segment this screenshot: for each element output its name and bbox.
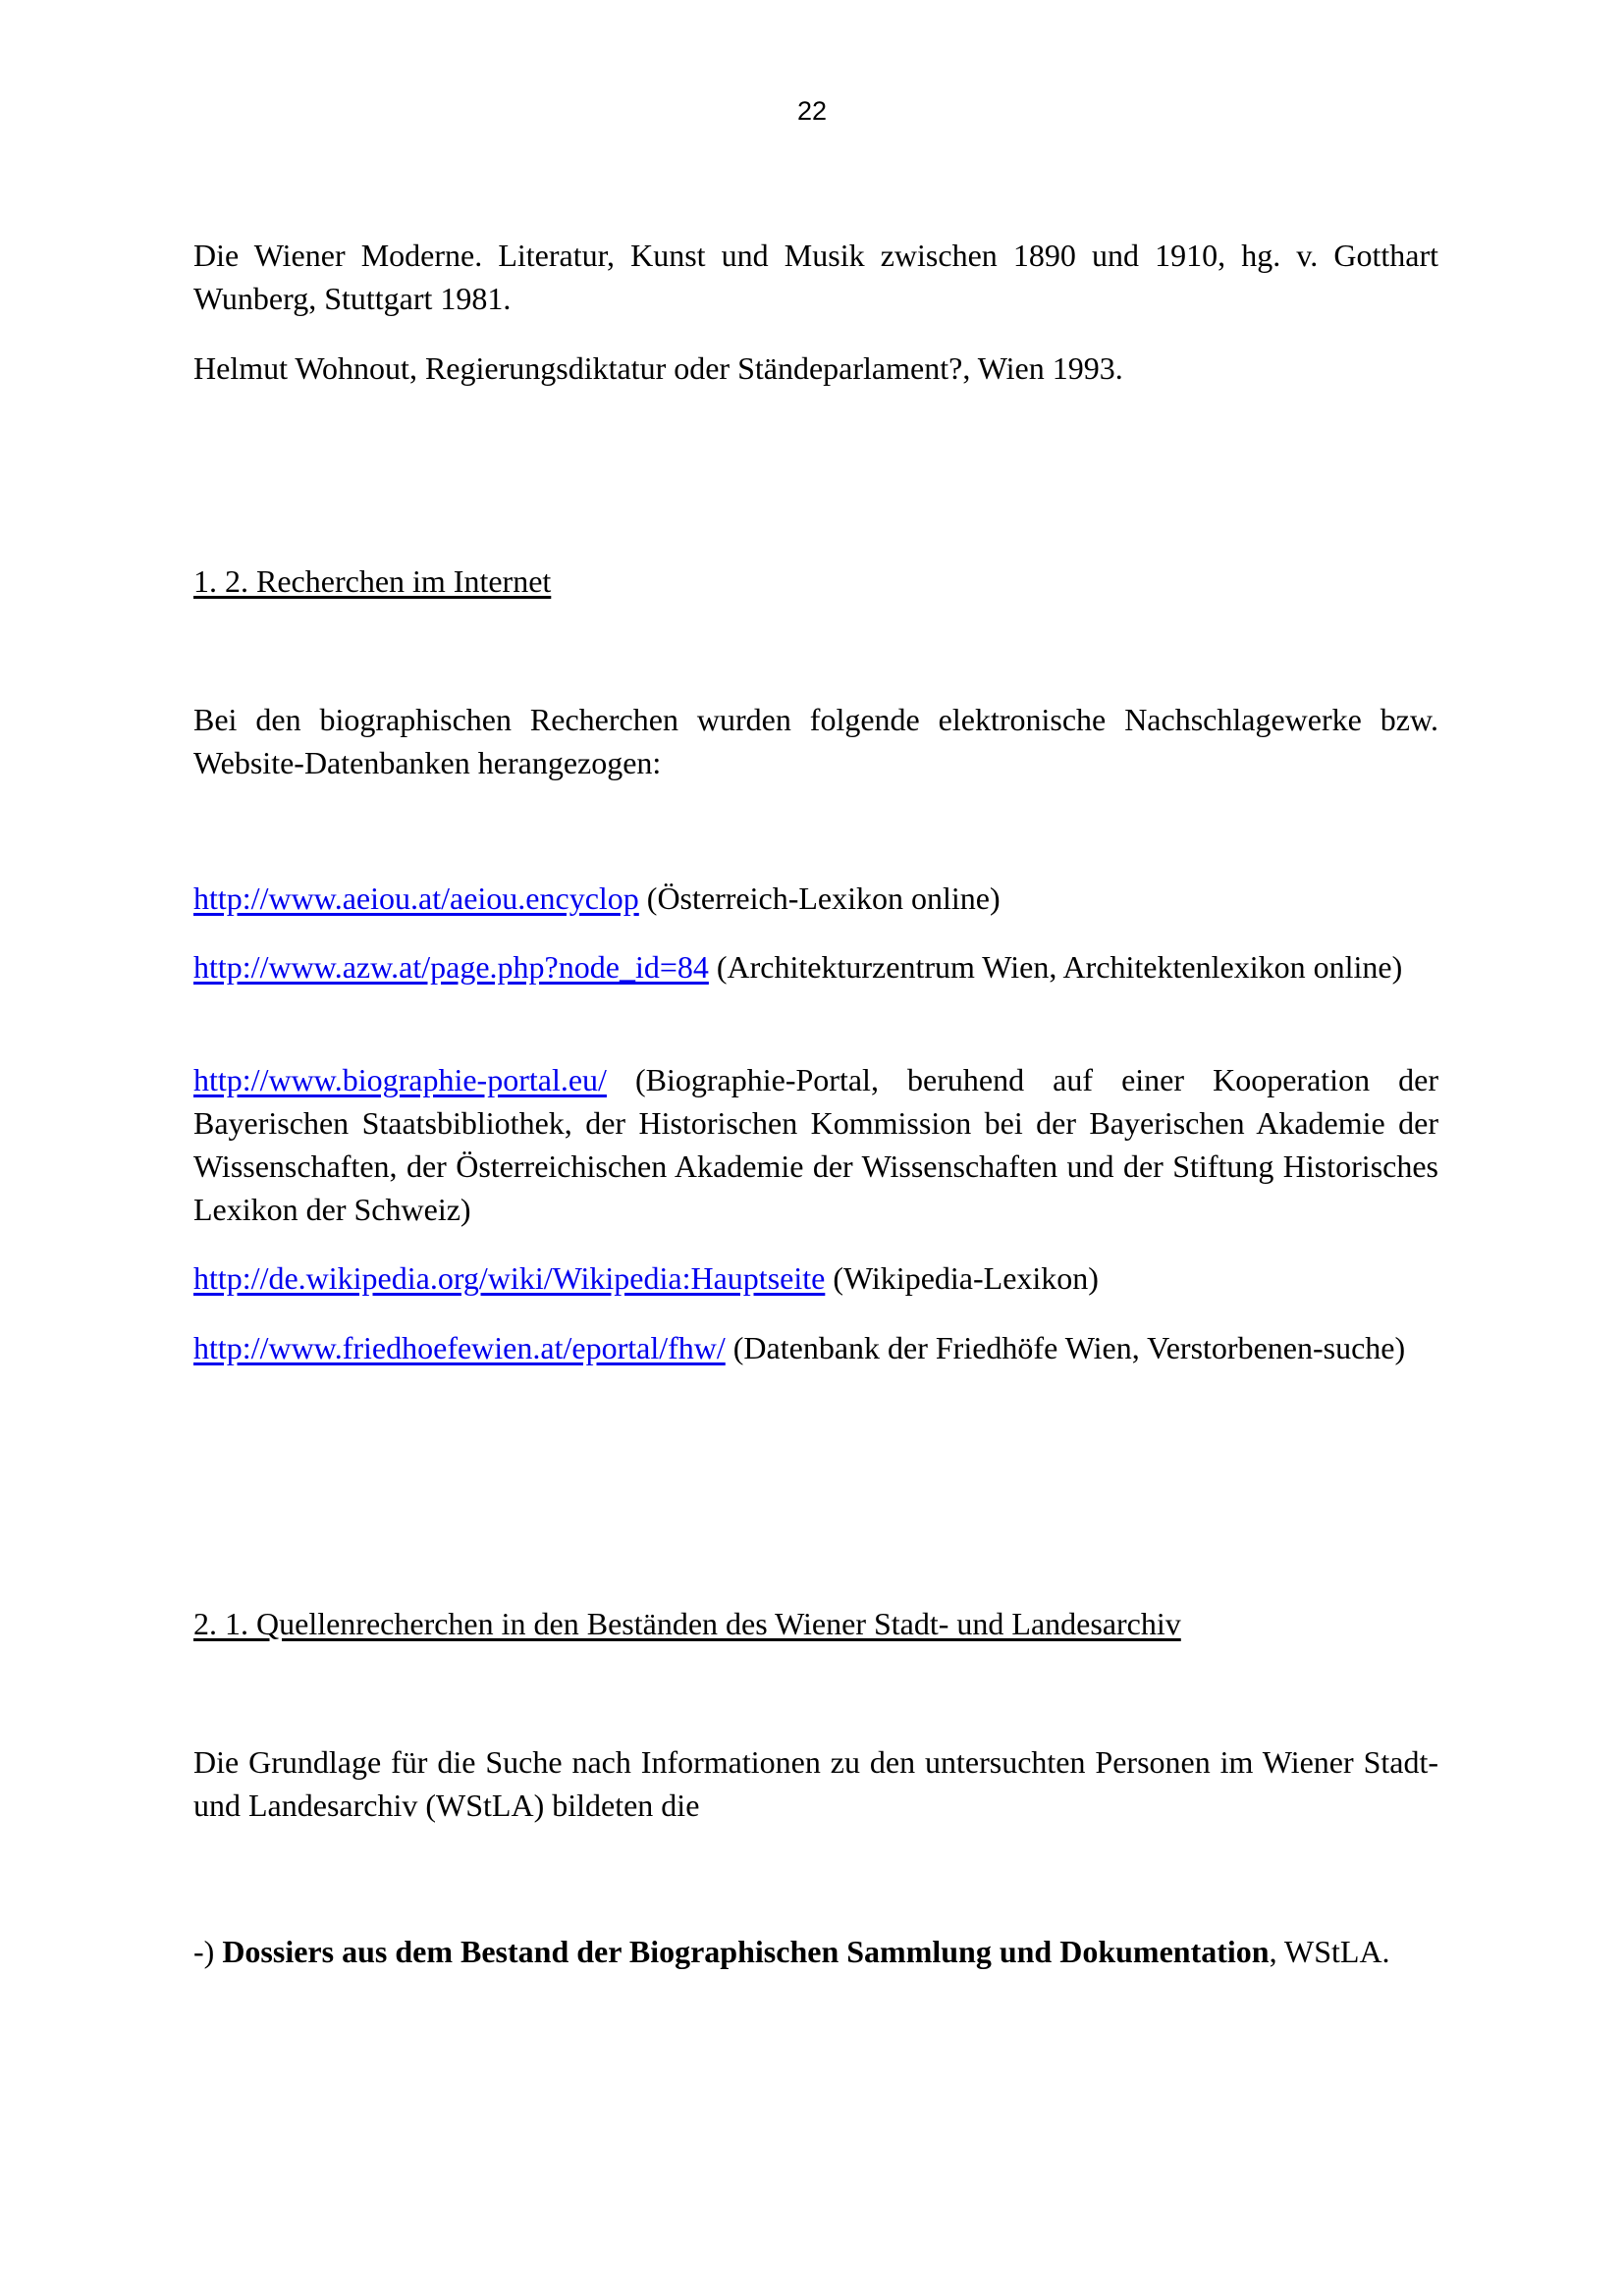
reference-entry: Helmut Wohnout, Regierungsdiktatur oder Ständeparlament?, Wien 1993. xyxy=(193,350,1123,386)
list-item-suffix: , WStLA. xyxy=(1269,1934,1390,1969)
link-entry xyxy=(193,877,1438,920)
link-description: (Biographie-Portal, beruhend auf einer Kooperation der Bayerischen Staatsbibliothek, der Historischen Kommission bei der Bayerischen Akademie der Wissenschaften, der Österreichischen Akademie der Wissenschaften und der Stiftung Historisches Lexikon der Schweiz) xyxy=(193,1062,1438,1227)
link-biographie-portal[interactable]: http://www.biographie-portal.eu/ xyxy=(193,1062,607,1097)
link-friedhoefe[interactable]: http://www.friedhoefewien.at/eportal/fhw/ xyxy=(193,1330,726,1365)
archive-intro-paragraph: Die Grundlage für die Suche nach Informationen zu den untersuchten Personen im Wiener Stadt- und Landesarchiv (WStLA) bildeten die xyxy=(193,1744,1438,1823)
link-entry xyxy=(193,1058,1438,1231)
section-heading-archive: 2. 1. Quellenrecherchen in den Beständen des Wiener Stadt- und Landesarchiv xyxy=(193,1606,1181,1641)
link-entry xyxy=(193,1256,1438,1300)
link-entry xyxy=(193,945,1438,988)
section-heading-internet: 1. 2. Recherchen im Internet xyxy=(193,563,552,599)
link-aeiou[interactable]: http://www.aeiou.at/aeiou.encyclop xyxy=(193,881,639,916)
page-number: 22 xyxy=(796,96,828,126)
link-entry xyxy=(193,1326,1438,1369)
list-item-prefix: -) xyxy=(193,1934,223,1969)
link-description: (Österreich-Lexikon online) xyxy=(638,881,1001,916)
link-description: (Wikipedia-Lexikon) xyxy=(825,1260,1099,1296)
link-wikipedia[interactable]: http://de.wikipedia.org/wiki/Wikipedia:Hauptseite xyxy=(193,1260,826,1296)
internet-intro-paragraph: Bei den biographischen Recherchen wurden folgende elektronische Nachschlagewerke bzw. Website-Datenbanken herangezogen: xyxy=(193,702,1438,780)
list-item-bold-text: Dossiers aus dem Bestand der Biographischen Sammlung und Dokumentation xyxy=(222,1934,1270,1969)
link-description: (Datenbank der Friedhöfe Wien, Verstorbenen-suche) xyxy=(725,1330,1406,1365)
link-description: (Architekturzentrum Wien, Architektenlexikon online) xyxy=(708,949,1403,985)
reference-entry: Die Wiener Moderne. Literatur, Kunst und Musik zwischen 1890 und 1910, hg. v. Gotthart Wunberg, Stuttgart 1981. xyxy=(193,238,1438,316)
list-item xyxy=(193,1930,1438,1973)
link-azw[interactable]: http://www.azw.at/page.php?node_id=84 xyxy=(193,949,709,985)
